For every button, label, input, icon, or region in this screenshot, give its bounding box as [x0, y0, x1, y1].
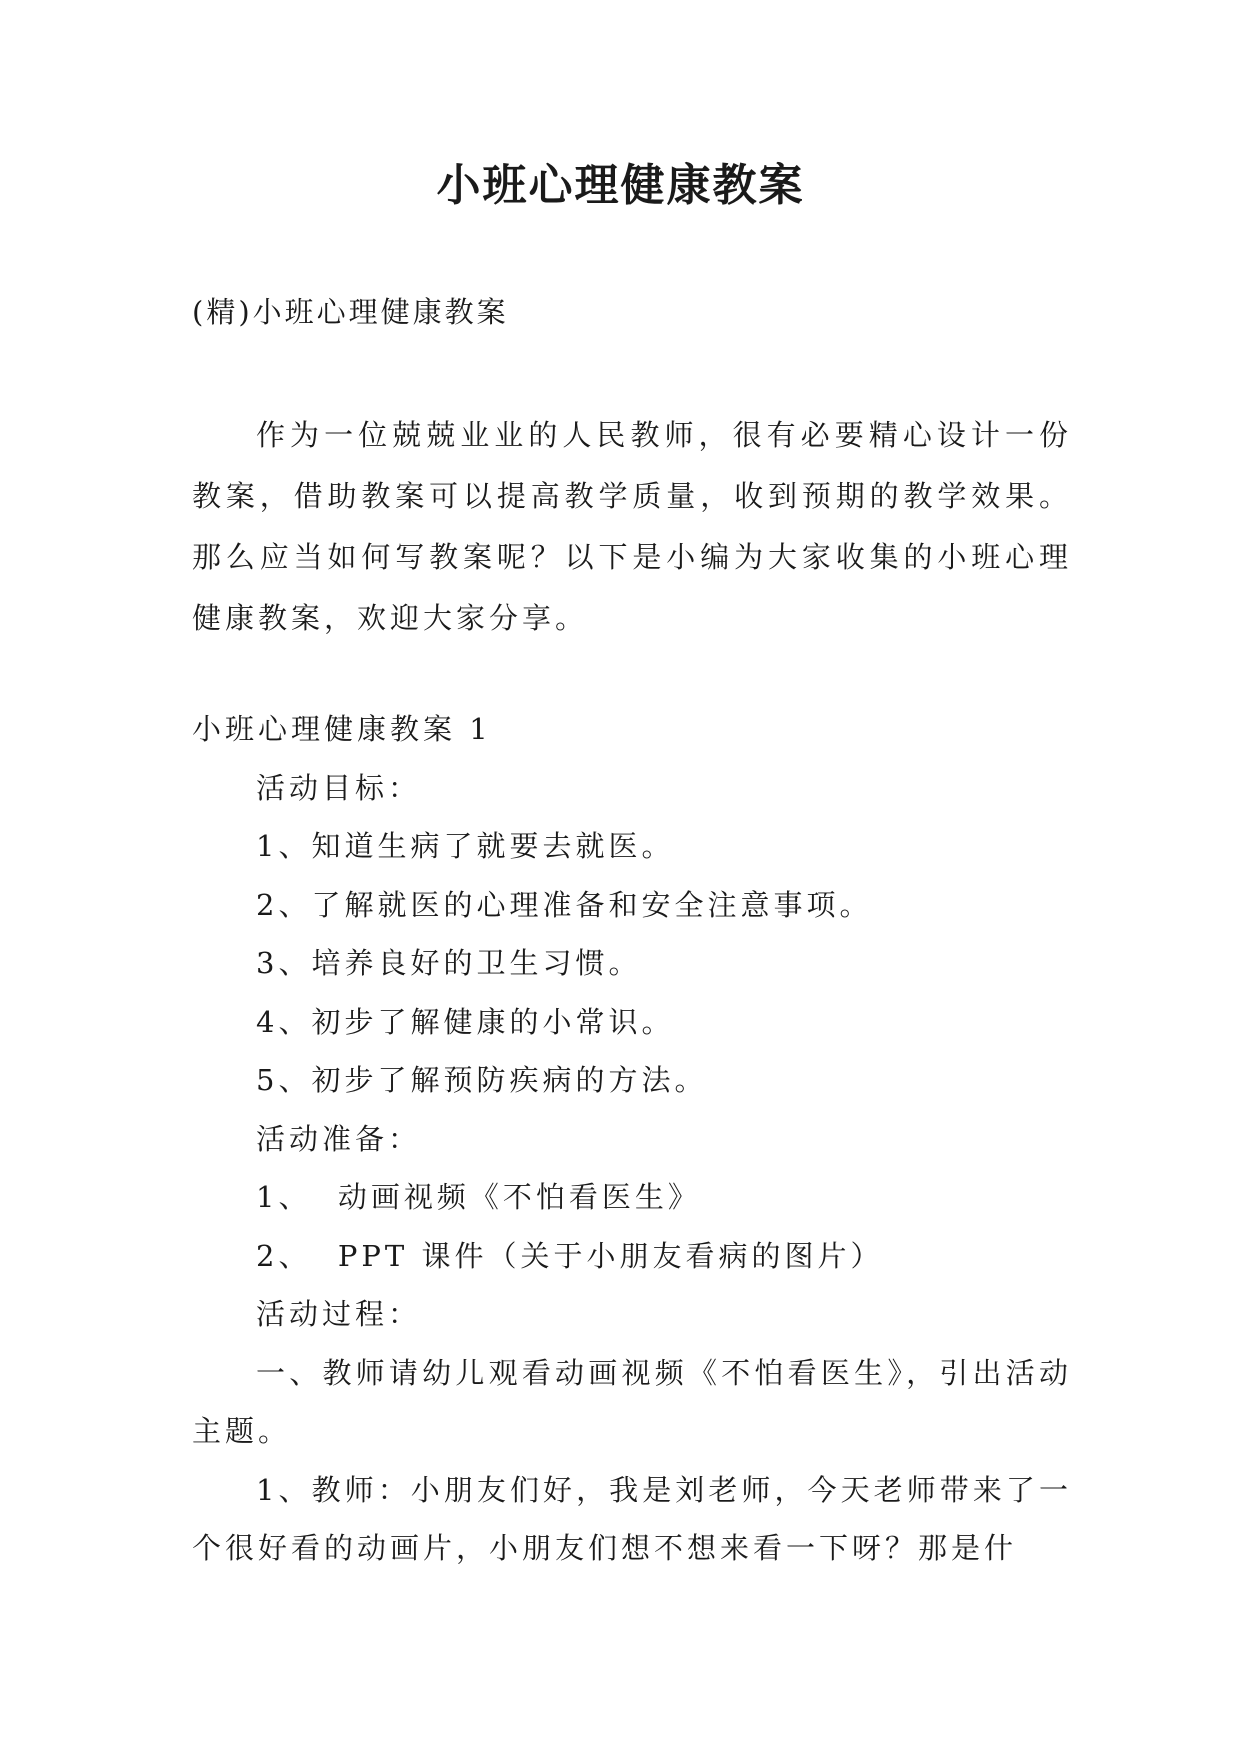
section-heading: 小班心理健康教案 1	[192, 712, 492, 746]
goals-heading: 活动目标：	[256, 770, 422, 805]
prep-item: 1、 动画视频《不怕看医生》	[256, 1180, 701, 1214]
document-title: 小班心理健康教案	[436, 160, 805, 211]
process-step-paragraph: 一、教师请幼儿观看动画视频《不怕看医生》，引出活动主题。	[192, 1355, 1072, 1448]
goal-item: 4、初步了解健康的小常识。	[256, 1004, 675, 1039]
goal-item: 1、知道生病了就要去就医。	[256, 829, 675, 863]
intro-paragraph: 作为一位兢兢业业的人民教师，很有必要精心设计一份教案，借助教案可以提高教学质量，收到预期的教学效果。那么应当如何写教案呢？以下是小编为大家收集的小班心理健康教案，欢迎大家分享。	[192, 418, 1072, 635]
prep-item: 2、 PPT 课件（关于小朋友看病的图片）	[256, 1238, 884, 1273]
document-body	[192, 700, 1072, 1578]
goal-item: 2、了解就医的心理准备和安全注意事项。	[256, 887, 873, 922]
process-heading: 活动过程：	[256, 1297, 422, 1331]
process-substep-paragraph: 1、教师：小朋友们好，我是刘老师，今天老师带来了一个很好看的动画片，小朋友们想不想来看一下呀？那是什	[192, 1472, 1072, 1565]
prep-heading: 活动准备：	[256, 1121, 422, 1156]
goal-item: 5、初步了解预防疾病的方法。	[256, 1063, 708, 1097]
goal-item: 3、培养良好的卫生习惯。	[256, 946, 642, 980]
document-subtitle: (精)小班心理健康教案	[192, 295, 509, 329]
